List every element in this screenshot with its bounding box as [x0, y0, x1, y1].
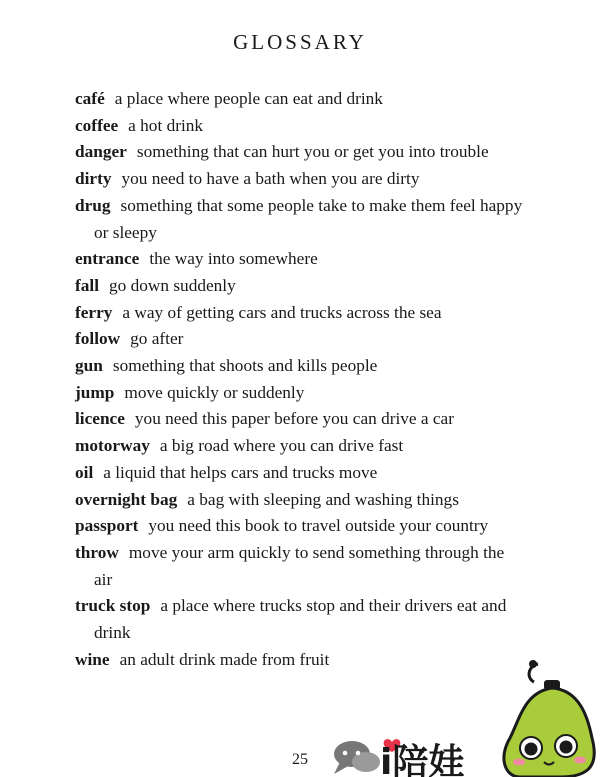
- glossary-term: gun: [75, 356, 103, 376]
- glossary-definition: move your arm quickly to send something through the air: [94, 542, 505, 589]
- glossary-definition: a big road where you can drive fast: [159, 436, 404, 456]
- glossary-term: throw: [75, 542, 119, 562]
- glossary-term: wine: [75, 649, 110, 669]
- glossary-term: ferry: [75, 302, 113, 322]
- glossary-term: coffee: [75, 115, 119, 135]
- glossary-entry: [75, 406, 525, 433]
- glossary-entry: [75, 540, 525, 593]
- glossary-entry: [75, 193, 525, 246]
- glossary-definition: something that shoots and kills people: [112, 356, 378, 376]
- glossary-entry: [75, 139, 525, 166]
- watermark-logo: [330, 658, 600, 777]
- glossary-term: follow: [75, 329, 121, 349]
- glossary-entry: [75, 487, 525, 514]
- glossary-entry: [75, 326, 525, 353]
- glossary-term: entrance: [75, 249, 140, 269]
- glossary-entry: [75, 380, 525, 407]
- glossary-term: dirty: [75, 169, 112, 189]
- glossary-entry: [75, 273, 525, 300]
- glossary-term: danger: [75, 142, 127, 162]
- glossary-definition: move quickly or suddenly: [124, 382, 305, 402]
- watermark-text: i陪娃: [380, 742, 465, 777]
- glossary-entry: [75, 593, 525, 646]
- glossary-definition: a bag with sleeping and washing things: [187, 489, 459, 509]
- glossary-definition: go down suddenly: [109, 275, 236, 295]
- glossary-definition: something that can hurt you or get you into trouble: [136, 142, 489, 162]
- glossary-term: café: [75, 89, 105, 108]
- glossary-term: passport: [75, 516, 139, 536]
- page-title: GLOSSARY: [233, 30, 367, 54]
- glossary-entry: [75, 246, 525, 273]
- glossary-entry: [75, 460, 525, 487]
- glossary-term: truck stop: [75, 596, 151, 616]
- glossary-definition: you need this paper before you can drive a car: [134, 409, 454, 429]
- glossary-entry: [75, 300, 525, 327]
- glossary-term: drug: [75, 195, 111, 215]
- glossary-definition: go after: [130, 329, 184, 349]
- glossary-term: oil: [75, 462, 94, 482]
- glossary-term: motorway: [75, 436, 150, 456]
- glossary-definition: an adult drink made from fruit: [119, 649, 330, 669]
- glossary-definition: you need to have a bath when you are dirty: [121, 169, 420, 189]
- glossary-term: overnight bag: [75, 489, 178, 509]
- glossary-entry: [75, 86, 525, 113]
- green-pear-mascot-icon: [504, 660, 594, 777]
- glossary-definition: the way into somewhere: [149, 249, 318, 269]
- glossary-definition: a place where trucks stop and their drivers eat and drink: [94, 596, 507, 643]
- glossary-entry: [75, 353, 525, 380]
- page-number: 25: [292, 751, 308, 768]
- chat-bubbles-icon: [334, 741, 380, 774]
- glossary-definition: you need this book to travel outside your country: [148, 516, 489, 536]
- glossary-definition: a liquid that helps cars and trucks move: [103, 462, 378, 482]
- glossary-definition: a way of getting cars and trucks across the sea: [122, 302, 442, 322]
- glossary-term: fall: [75, 275, 99, 295]
- glossary-entry: [75, 166, 525, 193]
- glossary-term: jump: [75, 382, 115, 402]
- glossary-term: licence: [75, 409, 125, 429]
- glossary-definition: a hot drink: [128, 115, 204, 135]
- glossary-entry: [75, 113, 525, 140]
- glossary-definition: something that some people take to make them feel happy or sleepy: [94, 195, 523, 242]
- glossary-entry: [75, 513, 525, 540]
- glossary-definition: a place where people can eat and drink: [114, 89, 383, 108]
- glossary-list: [75, 86, 525, 673]
- glossary-entry: [75, 433, 525, 460]
